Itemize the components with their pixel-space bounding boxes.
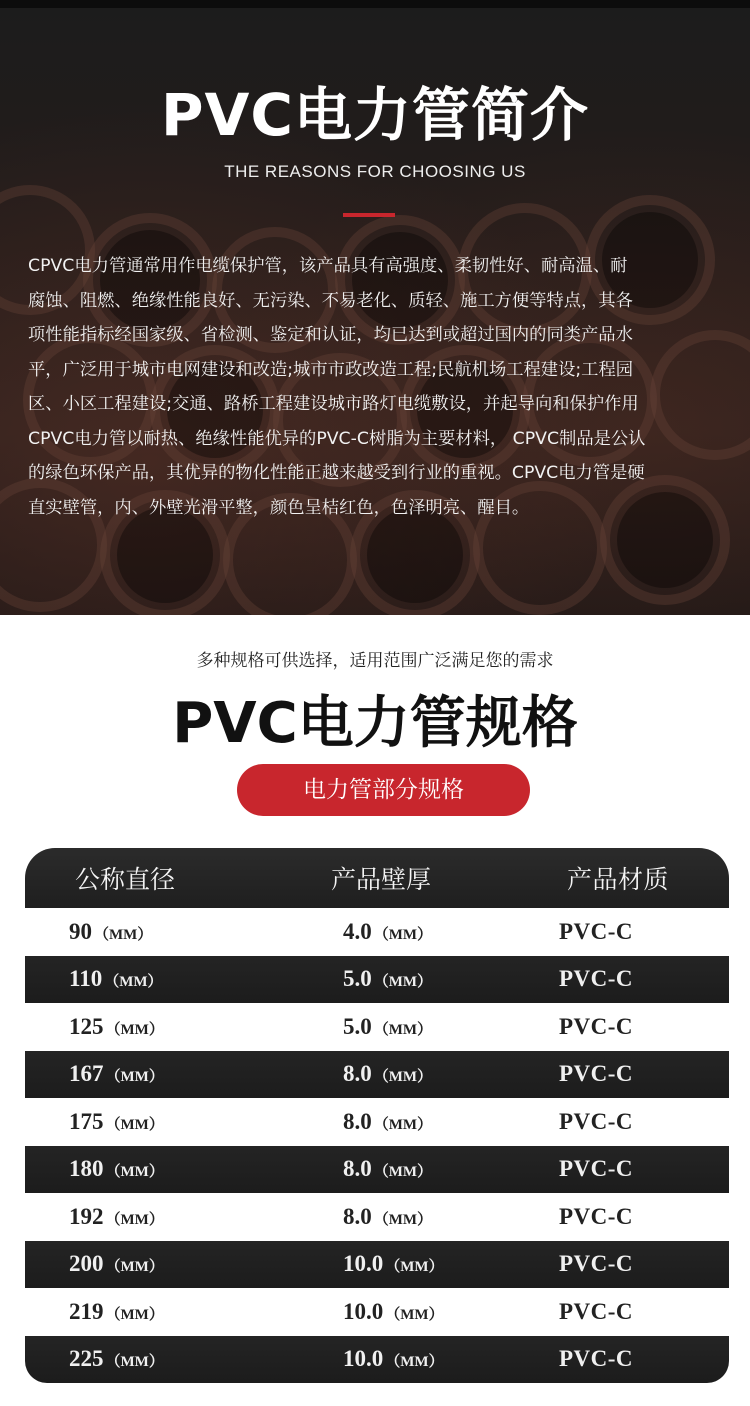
diameter-cell-value: 125 (69, 1013, 104, 1039)
diameter-cell (25, 1299, 235, 1325)
unit-label: （MM） (94, 926, 153, 943)
thickness-cell-value: 10.0 (343, 1298, 384, 1324)
thickness-cell (235, 1061, 475, 1087)
thickness-cell-value: 10.0 (343, 1251, 384, 1277)
diameter-cell (25, 1109, 235, 1135)
material-cell-value: PVC-C (559, 1203, 634, 1229)
thickness-cell (235, 1204, 475, 1230)
thickness-cell-value: 5.0 (343, 1013, 372, 1039)
intro-title: PVC电力管简介 (161, 81, 589, 149)
material-cell (475, 1346, 729, 1372)
material-cell-value: PVC-C (559, 1156, 634, 1182)
material-cell-value: PVC-C (559, 918, 634, 944)
table-row (25, 1003, 729, 1051)
intro-line: CPVC电力管以耐热、绝缘性能优异的PVC-C树脂为主要材料， CPVC制品是公认 (28, 428, 646, 449)
table-row (25, 1336, 729, 1384)
thickness-cell-value: 8.0 (343, 1061, 372, 1087)
material-cell (475, 966, 729, 992)
table-header (25, 848, 729, 908)
material-cell-value: PVC-C (559, 1108, 634, 1134)
diameter-cell-value: 225 (69, 1346, 104, 1372)
diameter-cell (25, 966, 235, 992)
diameter-cell-value: 192 (69, 1203, 104, 1229)
unit-label: （MM） (373, 974, 433, 991)
thickness-cell-value: 5.0 (343, 966, 372, 992)
unit-label: （MM） (105, 1306, 164, 1323)
intro-line: 腐蚀、阻燃、绝缘性能良好、无污染、不易老化、质轻、施工方便等特点，其各 (28, 290, 633, 311)
material-cell (475, 1014, 729, 1040)
diameter-cell (25, 1156, 235, 1182)
accent-divider (343, 213, 395, 217)
thickness-cell (235, 919, 475, 945)
unit-label: （MM） (385, 1259, 444, 1276)
header-thickness: 产品壁厚 (331, 867, 432, 894)
intro-line: 平，广泛用于城市电网建设和改造;城市市政改造工程;民航机场工程建设;工程园 (28, 359, 634, 380)
table-body (25, 908, 729, 1383)
material-cell-value: PVC-C (559, 966, 634, 992)
diameter-cell-value: 175 (69, 1108, 104, 1134)
diameter-cell-value: 167 (69, 1061, 104, 1087)
unit-label: （MM） (104, 974, 163, 991)
unit-label: （MM） (105, 1259, 164, 1276)
thickness-cell (235, 1251, 475, 1277)
unit-label: （MM） (385, 1306, 444, 1323)
unit-label: （MM） (373, 1164, 433, 1181)
diameter-cell (25, 919, 235, 945)
thickness-cell-value: 4.0 (343, 918, 372, 944)
thickness-cell (235, 1156, 475, 1182)
table-row (25, 1051, 729, 1099)
intro-line: 直实壁管，内、外壁光滑平整，颜色呈桔红色，色泽明亮、醒目。 (28, 497, 530, 518)
thickness-cell (235, 1014, 475, 1040)
material-cell (475, 919, 729, 945)
unit-label: （MM） (373, 1021, 433, 1038)
spec-category-pill: 电力管部分规格 (237, 764, 530, 816)
unit-label: （MM） (105, 1069, 164, 1086)
intro-section (0, 0, 750, 615)
table-row (25, 908, 729, 956)
diameter-cell-value: 110 (69, 966, 103, 992)
intro-line: 的绿色环保产品，其优异的物化性能正越来越受到行业的重视。CPVC电力管是硬 (28, 463, 645, 483)
thickness-cell-value: 8.0 (343, 1156, 372, 1182)
unit-label: （MM） (373, 1116, 433, 1133)
diameter-cell-value: 90 (69, 918, 92, 944)
diameter-cell-value: 219 (69, 1298, 104, 1324)
diameter-cell (25, 1346, 235, 1372)
material-cell-value: PVC-C (559, 1013, 634, 1039)
thickness-cell (235, 966, 475, 992)
material-cell (475, 1204, 729, 1230)
material-cell (475, 1156, 729, 1182)
thickness-cell-value: 10.0 (343, 1346, 384, 1372)
material-cell (475, 1251, 729, 1277)
diameter-cell-value: 180 (69, 1156, 104, 1182)
intro-line: CPVC电力管通常用作电缆保护管，该产品具有高强度、柔韧性好、耐高温、耐 (28, 256, 628, 276)
intro-paragraph (28, 249, 730, 525)
material-cell-value: PVC-C (559, 1346, 634, 1372)
table-row (25, 1193, 729, 1241)
table-row (25, 1146, 729, 1194)
diameter-cell (25, 1251, 235, 1277)
intro-line: 项性能指标经国家级、省检测、鉴定和认证，均已达到或超过国内的同类产品水 (28, 325, 633, 345)
header-diameter: 公称直径 (75, 867, 176, 894)
thickness-cell (235, 1299, 475, 1325)
table-row (25, 1288, 729, 1336)
unit-label: （MM） (373, 1211, 433, 1228)
thickness-cell-value: 8.0 (343, 1108, 372, 1134)
diameter-cell (25, 1061, 235, 1087)
spec-title: PVC电力管规格 (172, 691, 578, 756)
unit-label: （MM） (385, 1354, 444, 1371)
spec-tagline: 多种规格可供选择，适用范围广泛满足您的需求 (196, 651, 554, 671)
diameter-cell (25, 1014, 235, 1040)
table-row (25, 1241, 729, 1289)
diameter-cell (25, 1204, 235, 1230)
material-cell (475, 1109, 729, 1135)
unit-label: （MM） (373, 1069, 433, 1086)
material-cell-value: PVC-C (559, 1298, 634, 1324)
spec-table (25, 848, 729, 1383)
intro-subtitle: THE REASONS FOR CHOOSING US (224, 162, 526, 181)
thickness-cell (235, 1109, 475, 1135)
unit-label: （MM） (105, 1021, 164, 1038)
thickness-cell (235, 1346, 475, 1372)
diameter-cell-value: 200 (69, 1251, 104, 1277)
unit-label: （MM） (105, 1164, 164, 1181)
unit-label: （MM） (105, 1116, 164, 1133)
table-row (25, 956, 729, 1004)
thickness-cell-value: 8.0 (343, 1203, 372, 1229)
unit-label: （MM） (373, 926, 433, 943)
intro-line: 区、小区工程建设;交通、路桥工程建设城市路灯电缆敷设，并起导向和保护作用 (28, 394, 639, 414)
material-cell-value: PVC-C (559, 1251, 634, 1277)
header-material: 产品材质 (567, 867, 670, 894)
material-cell (475, 1061, 729, 1087)
unit-label: （MM） (105, 1211, 164, 1228)
unit-label: （MM） (105, 1354, 164, 1371)
material-cell-value: PVC-C (559, 1061, 634, 1087)
table-row (25, 1098, 729, 1146)
material-cell (475, 1299, 729, 1325)
